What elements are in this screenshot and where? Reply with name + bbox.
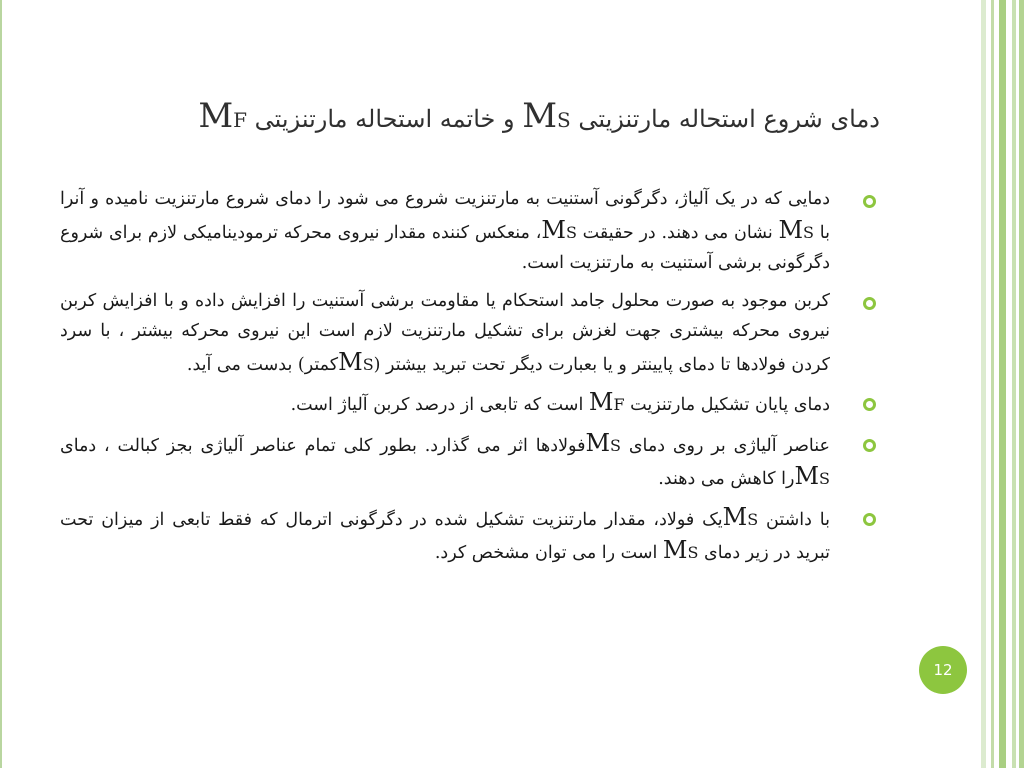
- bullet-dot-icon: [863, 439, 876, 452]
- slide-title: دمای شروع استحاله مارتنزیتی MS و خاتمه استحاله مارتنزیتی MF: [198, 96, 880, 136]
- bullet-item-2: کربن موجود به صورت محلول جامد استحکام یا مقاومت برشی آستنیت را افزایش داده و با افزایش کربن نیروی محرکه بیشتری جهت لغزش برای تشکیل مارتنزیت لازم است این نیروی محرکه بیشتر ، با سرد کردن فولادها تا دمای پایینتر و یا بعبارت دیگر تحت تبرید بیشتر (MSکمتر) بدست می آید.: [60, 286, 850, 381]
- bullet-item-1: دمایی که در یک آلیاژ، دگرگونی آستنیت به مارتنزیت شروع می شود را دمای شروع مارتنزیت نامیده و آنرا با MS نشان می دهند. در حقیقت MS، منعکس کننده مقدار نیروی محرکه ترمودینامیکی لازم برای شروع دگرگونی برشی آستنیت به مارتنزیت است.: [60, 184, 850, 279]
- stripe-3: [999, 0, 1006, 768]
- stripe-2: [991, 0, 994, 768]
- page-number: 12: [933, 661, 953, 679]
- bullet-item-3: دمای پایان تشکیل مارتنزیت MF است که تابعی از درصد کربن آلیاژ است.: [60, 387, 850, 421]
- bullet-dot-icon: [863, 195, 876, 208]
- bullet-dot-icon: [863, 398, 876, 411]
- stripe-5: [1019, 0, 1024, 768]
- left-frame-line: [0, 0, 2, 768]
- bullet-list: [60, 184, 850, 576]
- bullet-dot-icon: [863, 513, 876, 526]
- bullet-item-5: با داشتن MSیک فولاد، مقدار مارتنزیت تشکیل شده در دگرگونی اترمال که فقط تابعی از میزان تحت تبرید در زیر دمای MS است را می توان مشخص کرد.: [60, 502, 850, 569]
- decorative-stripes: [980, 0, 1024, 768]
- page-number-badge: [919, 646, 967, 694]
- stripe-4: [1012, 0, 1016, 768]
- bullet-item-4: عناصر آلیاژی بر روی دمای MSفولادها اثر می گذارد. بطور کلی تمام عناصر آلیاژی بجز کبالت ، دمای MSرا کاهش می دهند.: [60, 428, 850, 495]
- bullet-dot-icon: [863, 297, 876, 310]
- stripe-1: [981, 0, 986, 768]
